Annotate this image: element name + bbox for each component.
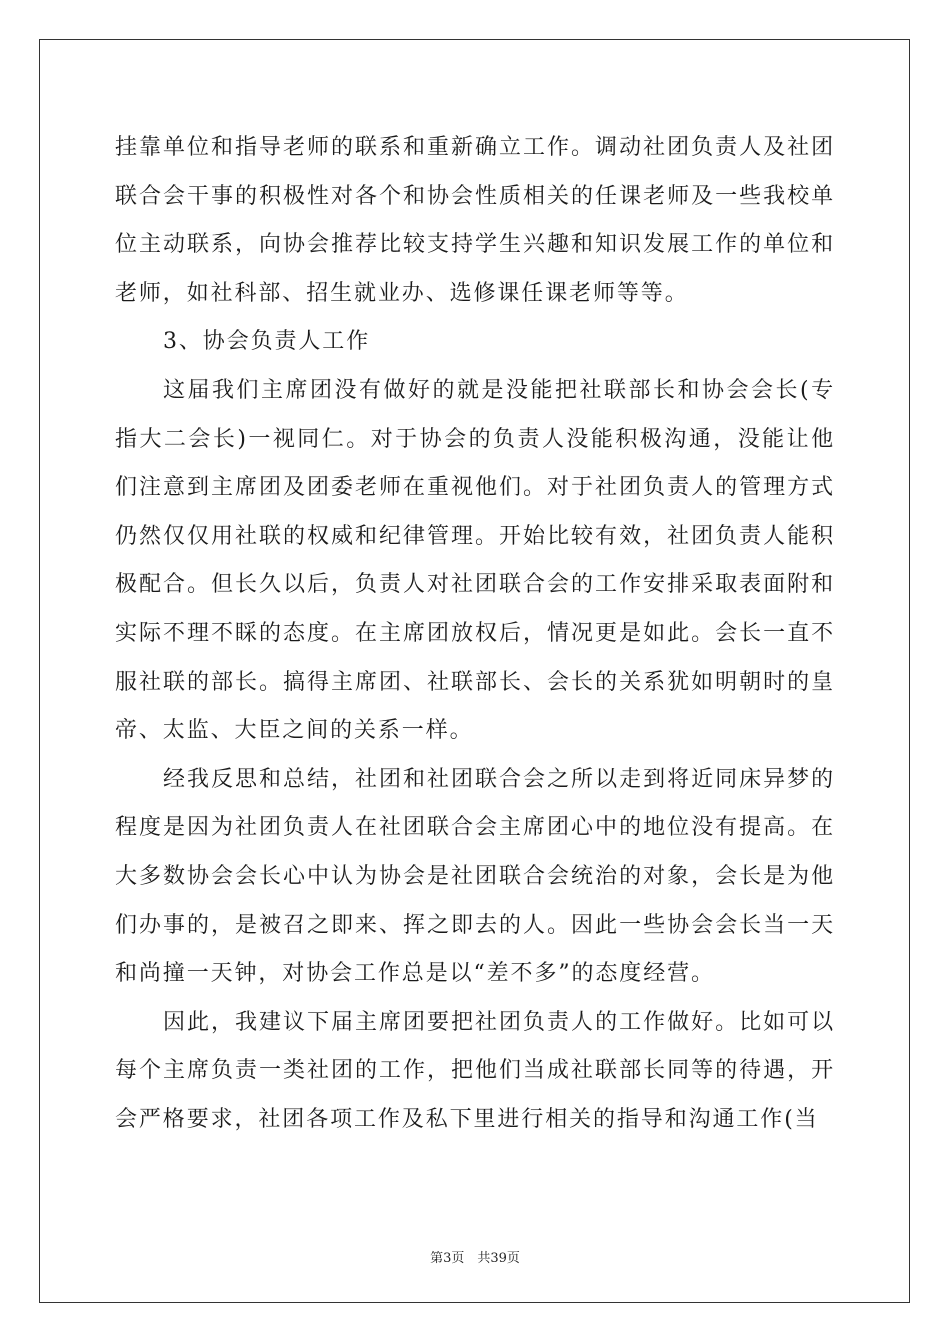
section-heading: 3、协会负责人工作 [163, 329, 371, 355]
paragraph: 这届我们主席团没有做好的就是没能把社联部长和协会会长(专指大二会长)一视同仁。对于协会的负责人没能积极沟通，没能让他们注意到主席团及团委老师在重视他们。对于社团负责人的管理方式仍然仅仅用社联的权威和纪律管理。开始比较有效，社团负责人能积极配合。但长久以后，负责人对社团联合会的工作安排采取表面附和实际不理不睬的态度。在主席团放权后，情况更是如此。会长一直不服社联的部长。搞得主席团、社联部长、会长的关系犹如明朝时的皇帝、太监、大臣之间的关系一样。 [115, 377, 835, 744]
paragraph: 经我反思和总结，社团和社团联合会之所以走到将近同床异梦的程度是因为社团负责人在社团联合会主席团心中的地位没有提高。在大多数协会会长心中认为协会是社团联合会统治的对象，会长是为他们办事的，是被召之即来、挥之即去的人。因此一些协会会长当一天和尚撞一天钟，对协会工作总是以“差不多”的态度经营。 [115, 766, 835, 987]
document-body [115, 124, 835, 1144]
paragraph-continued: 挂靠单位和指导老师的联系和重新确立工作。调动社团负责人及社团联合会干事的积极性对各个和协会性质相关的任课老师及一些我校单位主动联系，向协会推荐比较支持学生兴趣和知识发展工作的单位和老师，如社科部、招生就业办、选修课任课老师等等。 [115, 135, 835, 306]
page-footer: 第3页 共39页 [430, 1251, 520, 1266]
paragraph: 因此，我建议下届主席团要把社团负责人的工作做好。比如可以每个主席负责一类社团的工作，把他们当成社联部长同等的待遇，开会严格要求，社团各项工作及私下里进行相关的指导和沟通工作(当 [115, 1009, 835, 1132]
